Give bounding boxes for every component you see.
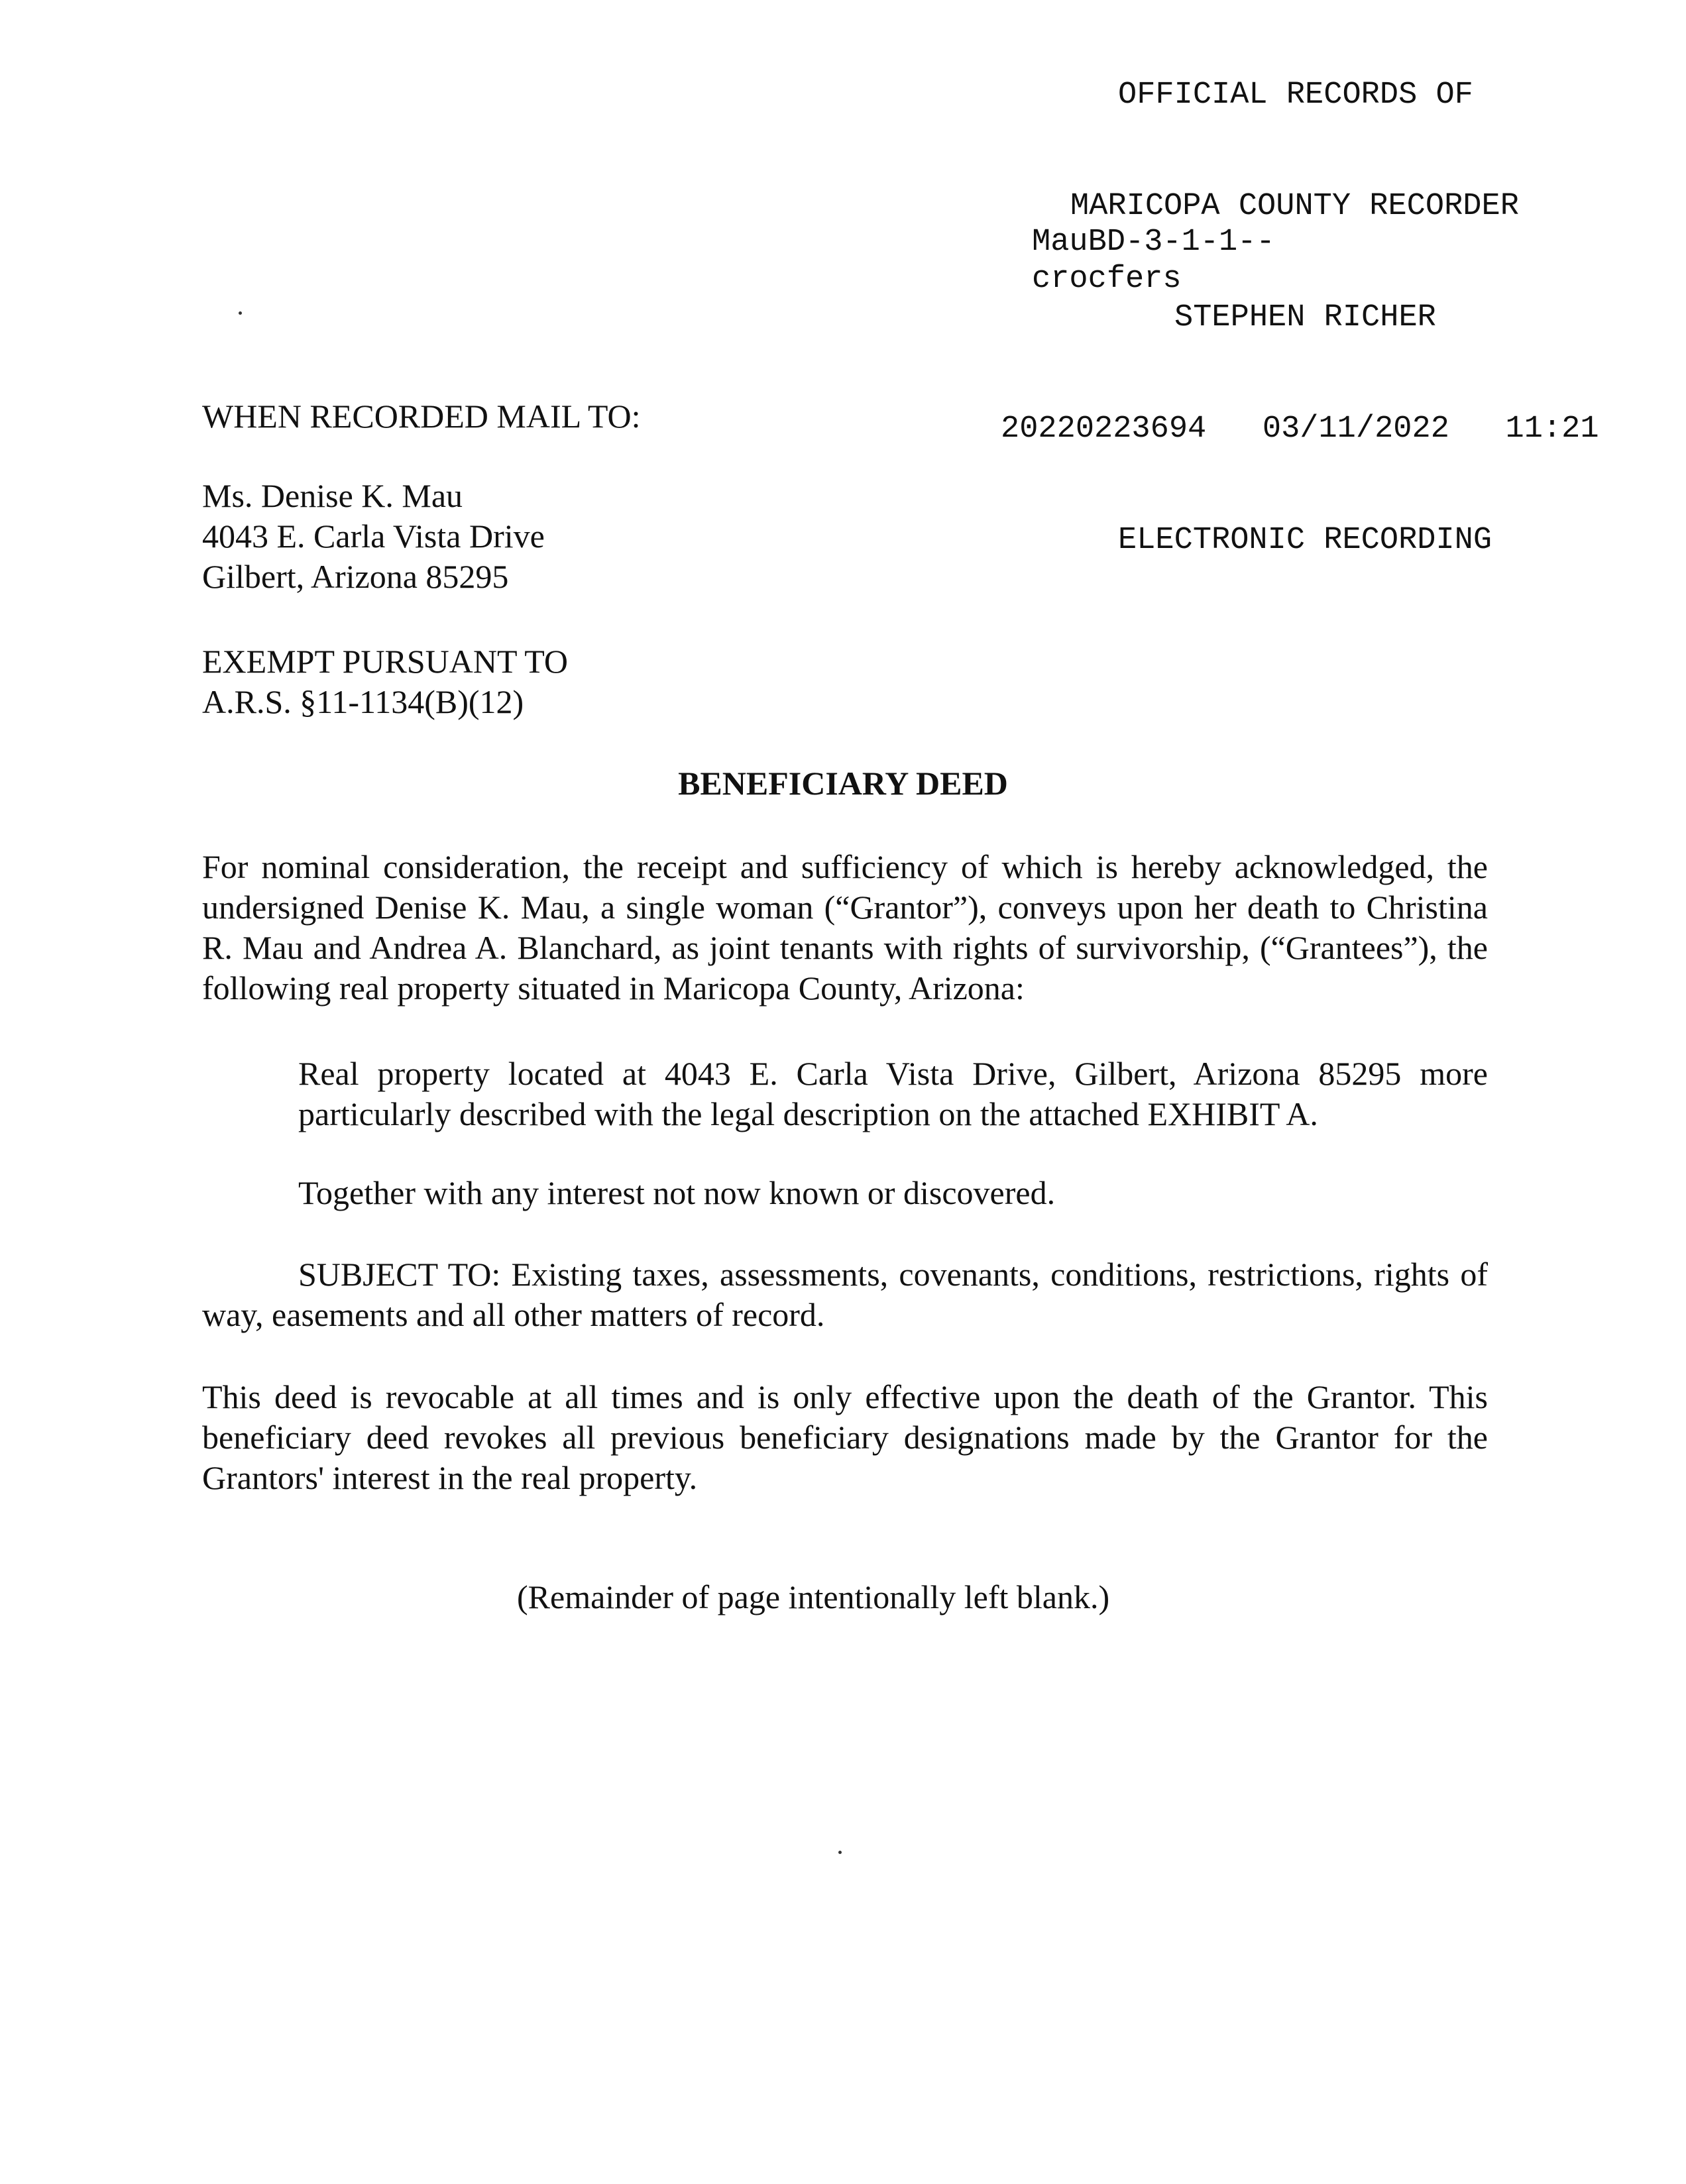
mail-to-heading: WHEN RECORDED MAIL TO: bbox=[202, 398, 641, 435]
stamp-line-number-date: 20220223694 03/11/2022 11:21 bbox=[1001, 411, 1599, 447]
interest-paragraph: Together with any interest not now known or discovered. bbox=[298, 1174, 1056, 1211]
subject-to-paragraph: SUBJECT TO: Existing taxes, assessments, covenants, conditions, restrictions, rights of way, easements and all other matters of record. bbox=[202, 1256, 1488, 1333]
scan-speck bbox=[838, 1851, 842, 1854]
document-reference bbox=[1032, 224, 1275, 298]
exemption-note bbox=[202, 641, 1488, 722]
recipient-city: Gilbert, Arizona 85295 bbox=[202, 558, 509, 595]
recipient-name: Ms. Denise K. Mau bbox=[202, 477, 463, 514]
scan-speck bbox=[239, 311, 242, 315]
reference-code: MauBD-3-1-1-- bbox=[1032, 225, 1275, 260]
document-title-text: BENEFICIARY DEED bbox=[678, 765, 1008, 802]
document-title bbox=[0, 763, 1686, 804]
exemption-line: EXEMPT PURSUANT TO bbox=[202, 643, 568, 680]
property-paragraph: Real property located at 4043 E. Carla Vista Drive, Gilbert, Arizona 85295 more particularly described with the legal description on the attached EXHIBIT A. bbox=[298, 1055, 1488, 1132]
recipient-street: 4043 E. Carla Vista Drive bbox=[202, 518, 545, 555]
stamp-line-county: MARICOPA COUNTY RECORDER bbox=[1070, 189, 1519, 224]
revocability-paragraph: This deed is revocable at all times and is only effective upon the death of the Grantor. This beneficiary deed revokes all previous beneficiary designations made by the Grantor for the Grantors' interest in the real property. bbox=[202, 1378, 1488, 1496]
stamp-line-official: OFFICIAL RECORDS OF bbox=[1118, 78, 1473, 113]
mail-to-address bbox=[202, 476, 1488, 597]
remainder-note: (Remainder of page intentionally left blank.) bbox=[517, 1578, 1110, 1615]
stamp-line-recorder: STEPHEN RICHER bbox=[1174, 300, 1436, 335]
conveyance-paragraph: For nominal consideration, the receipt and sufficiency of which is hereby acknowledged, the undersigned Denise K. Mau, a single woman (“Grantor”), conveys upon her death to Christina R. Mau and Andrea A. Blanchard, as joint tenants with rights of survivorship, (“Grantees”), the following real property situated in Maricopa County, Arizona: bbox=[202, 848, 1488, 1007]
reference-code-2: crocfers bbox=[1032, 262, 1182, 297]
stamp-line-electronic: ELECTRONIC RECORDING bbox=[1118, 523, 1492, 558]
exemption-statute: A.R.S. §11-1134(B)(12) bbox=[202, 683, 524, 720]
